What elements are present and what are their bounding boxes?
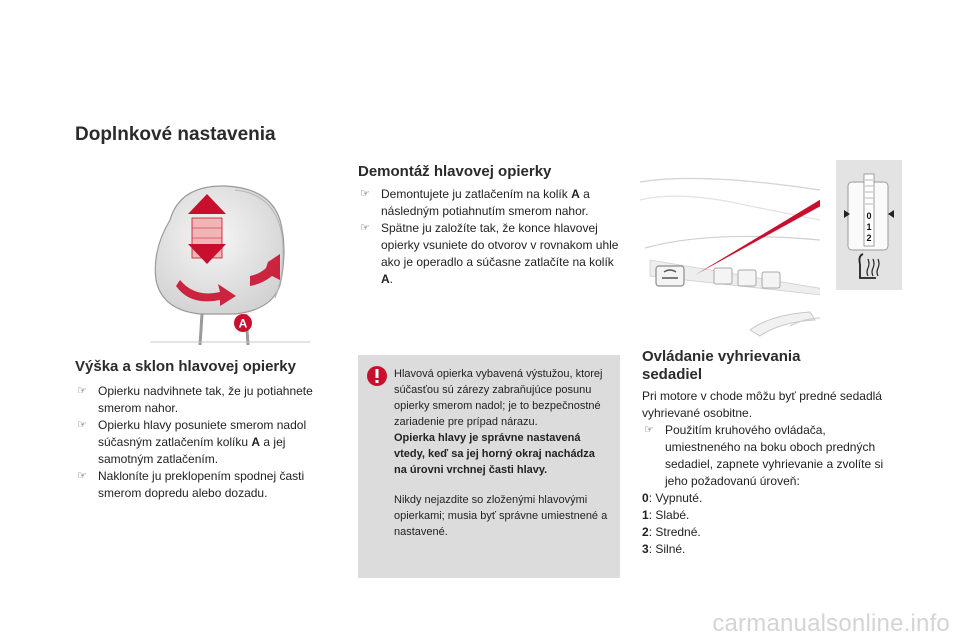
warning-paragraph-3: Nikdy nejazdite so zloženými hlavovými opierkami; musia byť správne umiestnené a nastavené. <box>394 494 608 538</box>
list-item: 1: Slabé. <box>642 508 690 522</box>
removal-heading: Demontáž hlavovej opierky <box>358 163 552 180</box>
list-item: 2: Stredné. <box>642 525 701 539</box>
heating-heading: Ovládanie vyhrievania sedadiel <box>642 348 801 383</box>
seat-heating-illustration <box>640 160 820 345</box>
warning-box <box>358 355 620 578</box>
list-item: ☞ Použitím kruhového ovládača, umiestneného na boku oboch predných sedadiel, zapnete vyhrievanie a zvolíte si jeho požadovanú úroveň: <box>644 423 884 488</box>
list-item: 0: Vypnuté. <box>642 491 703 505</box>
list-item: ☞ Opierku hlavy posuniete smerom nadol súčasným zatlačením kolíku A a jej samotným zatlačením. <box>77 418 307 466</box>
heating-intro: Pri motore v chode môžu byť predné sedadlá vyhrievané osobitne. <box>642 389 882 420</box>
pointing-hand-icon: ☞ <box>77 419 87 431</box>
watermark: carmanualsonline.info <box>712 610 950 637</box>
list-item: ☞ Opierku nadvihnete tak, že ju potiahnete smerom nahor. <box>77 384 313 415</box>
list-item: ☞ Demontujete ju zatlačením na kolík A a následným potiahnutím smerom nahor. <box>360 187 590 218</box>
removal-list <box>358 186 620 288</box>
list-item: ☞ Spätne ju založíte tak, že konce hlavovej opierky vsuniete do otvorov v rovnakom uhle ako je operadlo a súčasne zatlačíte na kolík A. <box>360 221 619 286</box>
warning-text <box>394 366 608 540</box>
headrest-callout-label: A <box>238 316 248 331</box>
dial-mark-1: 1 <box>866 222 872 232</box>
warning-paragraph-2: Opierka hlavy je správne nastavená vtedy, keď sa jej horný okraj nachádza na úrovni vrchnej časti hlavy. <box>394 432 595 476</box>
headrest-illustration <box>140 180 320 352</box>
heating-dial-inset <box>836 160 902 290</box>
pointing-hand-icon: ☞ <box>360 222 370 234</box>
pointing-hand-icon: ☞ <box>77 385 87 397</box>
seat-heating-icon <box>859 254 879 278</box>
dial-mark-2: 2 <box>866 233 872 243</box>
dial-mark-0: 0 <box>866 211 872 221</box>
heating-levels <box>619 490 702 558</box>
heating-list <box>642 422 897 490</box>
pointing-hand-icon: ☞ <box>77 470 87 482</box>
list-item: ☞ Nakloníte ju preklopením spodnej časti smerom dopredu alebo dozadu. <box>77 469 305 500</box>
list-item: 3: Silné. <box>642 542 686 556</box>
exclamation-icon <box>366 365 388 387</box>
pointing-hand-icon: ☞ <box>644 424 654 436</box>
warning-paragraph-1: Hlavová opierka vybavená výstužou, ktorej súčasťou sú zárezy zabraňujúce posunu opierky smerom nadol; je to bezpečnostné zariadenie pre prípad nárazu. <box>394 368 603 428</box>
page-title: Doplnkové nastavenia <box>75 124 276 145</box>
pointing-hand-icon: ☞ <box>360 188 370 200</box>
height-heading: Výška a sklon hlavovej opierky <box>75 358 296 375</box>
height-list <box>75 383 330 502</box>
